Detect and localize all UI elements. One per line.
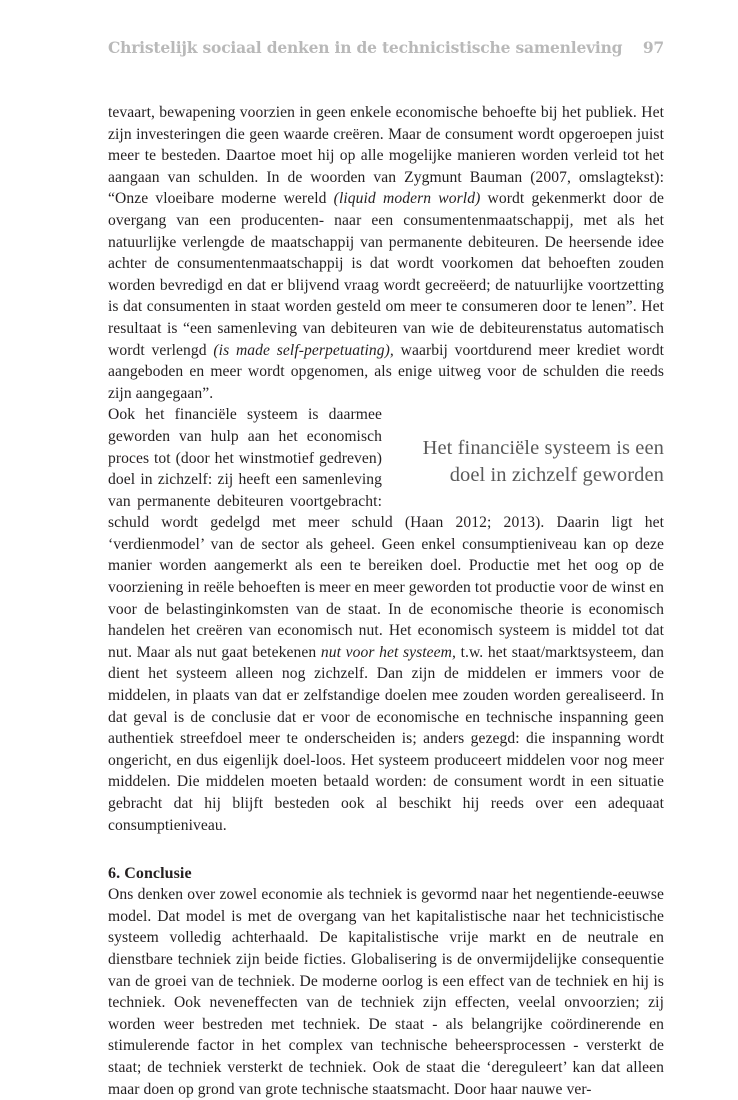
paragraph-1-italic-2: (is made self-perpetuating), — [213, 341, 394, 359]
paragraph-1-text-a: tevaart, bewapening voorzien in geen enkele economische behoefte bij het publiek. Het zijn investeringen die geen waarde creëren. Maar de consument wordt opgeroepen juist meer te besteden. Daartoe moet hij op alle mogelijke manieren worden verleid tot het aangaan van schulden. In de woorden van Zygmunt Bauman (2007, omslagtekst): “Onze vloeibare moderne wereld — [108, 104, 664, 208]
paragraph-1-italic-1: (liquid modern world) — [333, 190, 481, 208]
section-heading: 6. Conclusie — [108, 865, 192, 883]
section-paragraph: Ons denken over zowel economie als techniek is gevormd naar het negentiende-eeuwse model. Dat model is met de overgang van het kapitalistische naar het technicistische systeem volledig achterhaald. De kapitalistische vrije markt en de neutrale en dienstbare techniek zijn beide ficties. Globalisering is de onvermijdelijke consequentie van de groei van de techniek. De moderne oorlog is een effect van de techniek en hij is techniek. Ook neveneffecten van de techniek zijn effecten, veelal onvoorzien; zij worden weer bestreden met techniek. De staat - als belangrijke coördinerende en stimulerende factor in het complex van technische beheersprocessen - versterkt de staat; de techniek versterkt de techniek. Ook de staat die ‘dereguleert’ kan dat alleen maar doen op grond van grote technische staatsmacht. Door haar nauwe ver- — [108, 886, 664, 1098]
body-text — [108, 102, 664, 1100]
paragraph-2 — [108, 404, 664, 836]
paragraph-2-italic: nut voor het systeem, — [320, 643, 456, 661]
paragraph-2-text-b: t.w. het staat/marktsysteem, dan dient het systeem alleen nog zichzelf. Dan zijn de middelen er immers voor de middelen, in plaats van dat er zelfstandige doelen mee zouden worden gerealiseerd. In dat geval is de conclusie dat er voor de economische en technische inspanning geen authentiek streefdoel meer te onderscheiden is; anders gezegd: die inspanning wordt ongericht, en dus eigenlijk doel-loos. Het systeem produceert middelen voor nog meer middelen. Die middelen moeten betaald worden: de consument wordt in een situatie gebracht dat hij blijft besteden ook al beschikt hij reeds over een adequaat consumptieniveau. — [108, 643, 665, 834]
running-title: Christelijk sociaal denken in de technicistische samenleving — [108, 38, 623, 57]
pull-quote: Het financiële systeem is een doel in zichzelf geworden — [422, 437, 664, 487]
paragraph-1-text-b: wordt gekenmerkt door de overgang van een producenten- naar een consumentenmaatschappij, met als het natuurlijke verlengde de maatschappij van permanente debiteuren. De heersende idee achter de consumentenmaatschappij is dat wordt voorkomen dat behoeften zouden worden bevredigd en dat er blijvend vraag wordt gecreëerd; de natuurlijke voortzetting is dat consumenten in staat worden gesteld om meer te consumeren door te lenen”. Het resultaat is “een samenleving van debiteuren van wie de debiteurenstatus automatisch wordt verlengd — [108, 190, 664, 359]
paragraph-2-text-a: Ook Het financiële systeem is een doel in zichzelf geworden het financiële systeem is daarmee geworden van hulp aan het economisch proces tot (door het winstmotief gedreven) doel in zichzelf: zij heeft een samenleving van permanente debiteuren voortgebracht: schuld wordt gedelgd met meer schuld (Haan 2012; 2013). Daarin ligt het ‘verdienmodel’ van de sector als geheel. Geen enkel consumptieniveau kan op deze manier worden aangemerkt als een te bereiken doel. Productie met het oog op de voorziening in reële behoeften is meer en meer geworden tot productie voor de winst en voor de belastinginkomsten van de staat. In de economische theorie is economisch handelen het creëren van economisch nut. Het economisch systeem is middel tot dat nut. Maar als nut gaat betekenen — [108, 406, 664, 661]
paragraph-1 — [108, 102, 664, 404]
paragraph-1-text-c: waarbij voortdurend meer krediet wordt aangeboden en meer wordt opgenomen, als enige uitweg voor de schulden die reeds zijn aangegaan”. — [108, 341, 664, 402]
page-number: 97 — [642, 38, 664, 57]
